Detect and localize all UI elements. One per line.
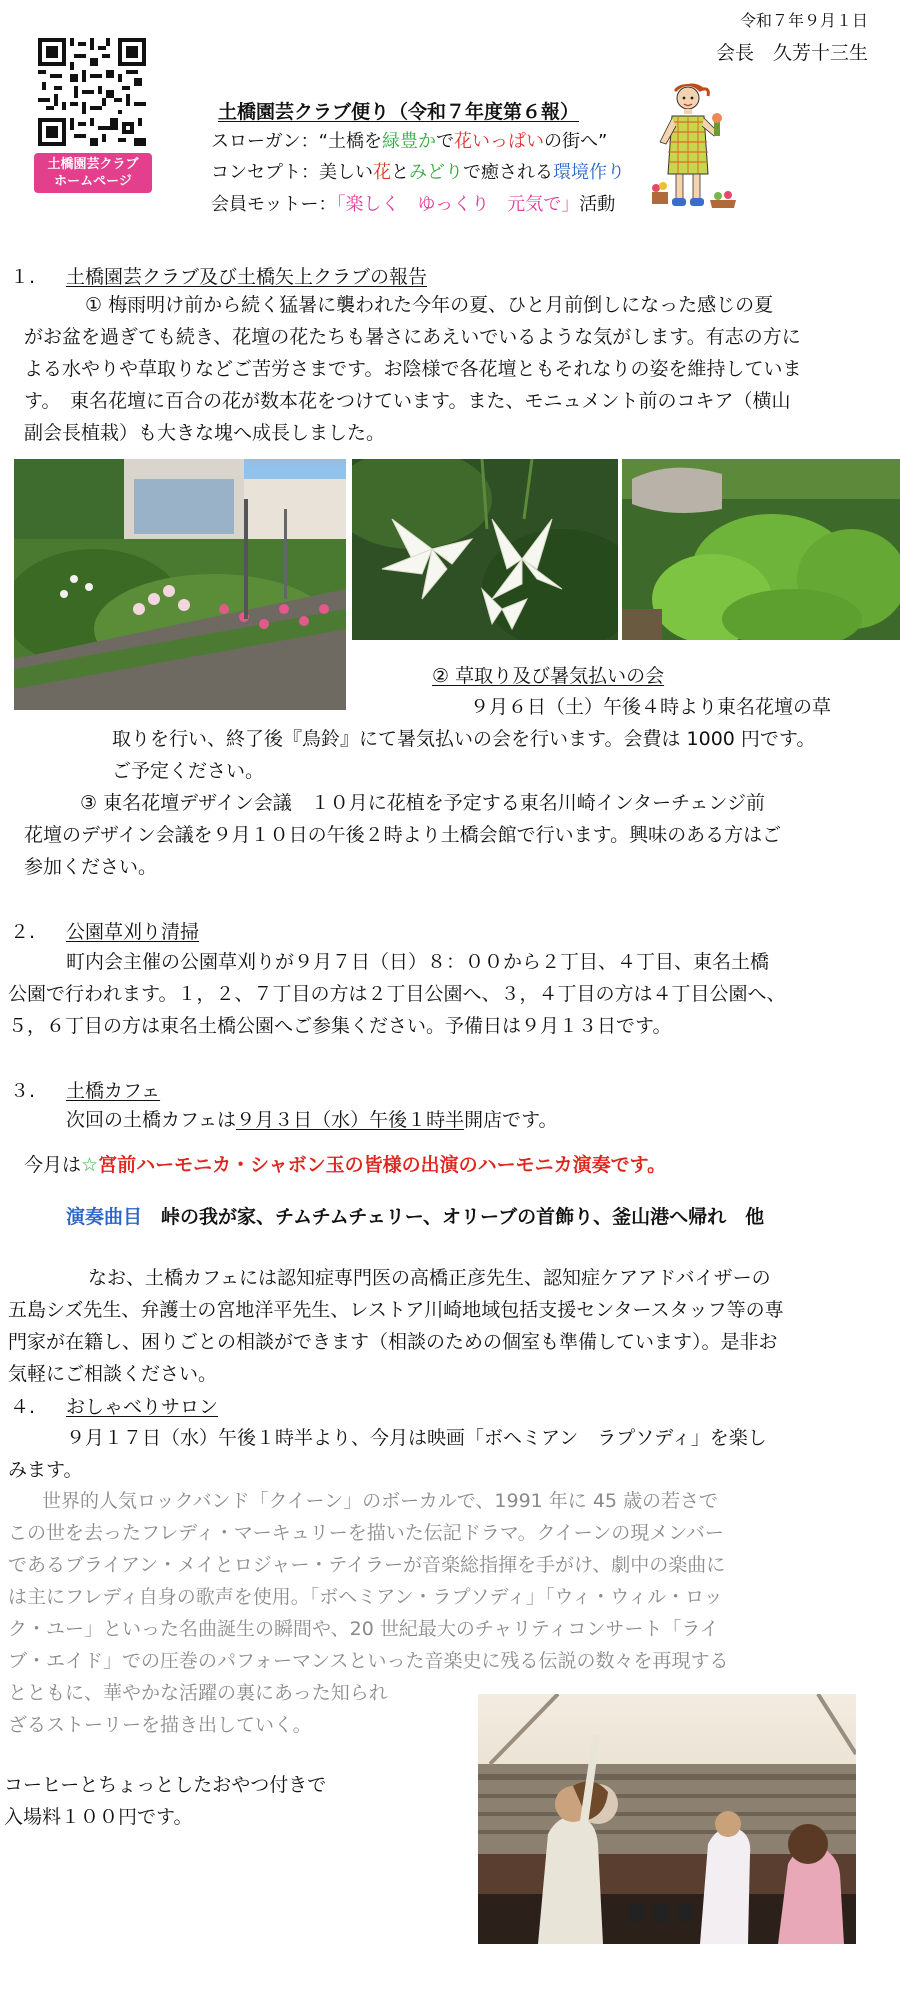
president-name: 会長 久芳十三生 [715,42,868,64]
live-aid-concert-photo [478,1694,856,1944]
cafe-note-line: 気軽にご相談ください。 [8,1363,218,1385]
section2-text-line: ５，６丁目の方は東名土橋公園へご参集ください。予備日は９月１３日です。 [8,1015,672,1037]
flowerbed-photo [14,459,346,710]
movie-synopsis-line: ブ・エイド」での圧巻のパフォーマンスといった音楽史に残る伝説の数々を再現する [8,1650,729,1672]
section2-text-line: 町内会主催の公園草刈りが９月７日（日）８：００から２丁目、４丁目、東名土橋 [66,951,770,973]
concept: コンセプト：美しい花とみどりで癒される環境作り [211,162,625,183]
section1-text-line: 副会長植栽）も大きな塊へ成長しました。 [24,422,386,444]
movie-synopsis-line: この世を去ったフレディ・マーキュリーを描いた伝記ドラマ。クイーンの現メンバー [8,1522,724,1544]
section2-number: ２. [10,921,36,943]
section1-text-line: ① 梅雨明け前から続く猛暑に襲われた今年の夏、ひと月前倒しになった感じの夏 [66,294,774,316]
section2-text-line: 公園で行われます。１，２、７丁目の方は２丁目公園へ、３，４丁目の方は４丁目公園へ、 [8,983,786,1005]
section1-text-line: す。 東名花壇に百合の花が数本花をつけています。また、モニュメント前のコキア（横山 [24,390,791,412]
section3-number: ３. [10,1080,36,1102]
section1-text-line: がお盆を過ぎても続き、花壇の花たちも暑さにあえいでいるような気がします。有志の方に [24,326,801,348]
cafe-note-line: 五島シズ先生、弁護士の宮地洋平先生、レストア川崎地域包括支援センタースタッフ等の専 [8,1299,784,1321]
movie-synopsis-line: であるブライアン・メイとロジャー・テイラーが音楽総指揮を手がけ、劇中の楽曲に [8,1554,726,1576]
salon-intro-line: みます。 [8,1459,83,1481]
cafe-opening-line: 次回の土橋カフェは９月３日（水）午後１時半開店です。 [66,1109,558,1131]
issue-date: 令和７年９月１日 [739,11,868,30]
section1-item2-line: ご予定ください。 [112,760,265,782]
slogan-green-word: 緑豊か [381,131,436,152]
cafe-note-line: なお、土橋カフェには認知症専門医の高橋正彦先生、認知症ケアアドバイザーの [88,1267,771,1289]
program-label: 演奏曲目 [66,1206,143,1228]
salon-intro-line: ９月１７日（水）午後１時半より、今月は映画「ボヘミアン ラプソディ」を楽し [66,1427,767,1449]
section4-title: おしゃべりサロン [66,1396,219,1418]
salon-fee-line: 入場料１００円です。 [4,1806,193,1828]
gardener-mascot-illustration [648,82,740,212]
movie-synopsis-line: は主にフレディ自身の歌声を使用。「ボヘミアン・ラプソディ」「ウィ・ウィル・ロッ [8,1586,723,1608]
section2-title: 公園草刈り清掃 [66,921,200,943]
section3-title: 土橋カフェ [66,1080,161,1102]
section1-item3-line: ③ 東名花壇デザイン会議 １０月に花植を予定する東名川崎インターチェンジ前 [80,792,765,814]
newsletter-title: 土橋園芸クラブ便り（令和７年度第６報） [218,101,580,123]
slogan: スローガン：“土橋を緑豊かで花いっぱいの街へ” [211,131,608,152]
section1-text-line: よる水やりや草取りなどご苦労さまです。お陰様で各花壇ともそれなりの姿を維持していま [24,358,802,380]
homepage-label-line2: ホームページ [54,174,132,189]
lily-photo [352,459,618,640]
section1-item2-line: ９月６日（土）午後４時より東名花壇の草 [470,696,832,718]
program-line [66,1202,764,1229]
movie-synopsis-line: 世界的人気ロックバンド「クイーン」のボーカルで、1991 年に 45 歳の若さで [42,1490,719,1512]
section1-title: 土橋園芸クラブ及び土橋矢上クラブの報告 [66,266,428,288]
section1-item3-line: 参加ください。 [24,856,158,878]
slogan-red-word: 花いっぱい [453,131,544,152]
qr-code[interactable] [38,38,146,146]
kochia-photo [622,459,900,640]
cafe-note-line: 門家が在籍し、困りごとの相談ができます（相談のための個室も準備しています）。是非お [8,1331,778,1353]
harmonica-announcement: 今月は☆宮前ハーモニカ・シャボン玉の皆様の出演のハーモニカ演奏です。 [24,1154,667,1176]
section4-number: ４. [10,1396,36,1418]
section1-item2-line: 取りを行い、終了後『鳥鈴』にて暑気払いの会を行います。会費は 1000 円です。 [112,728,816,750]
program-songs: 峠の我が家、チムチムチェリー、オリーブの首飾り、釜山港へ帰れ 他 [161,1206,765,1228]
homepage-label-line1: 土橋園芸クラブ [47,157,139,172]
homepage-label[interactable] [34,153,152,193]
section1-item2-title: ② 草取り及び暑気払いの会 [432,665,665,687]
section1-number: １. [10,266,36,288]
cafe-opening-date: ９月３日（水）午後１時半 [236,1109,465,1131]
star-icon: ☆ [81,1154,99,1176]
movie-synopsis-line: ざるストーリーを描き出していく。 [8,1714,312,1736]
section1-item3-line: 花壇のデザイン会議を９月１０日の午後２時より土橋会館で行います。興味のある方はご [24,824,782,846]
member-motto: 会員モットー：「楽しく ゆっくり 元気で」活動 [211,194,616,215]
movie-synopsis-line: とともに、華やかな活躍の裏にあった知られ [8,1682,388,1704]
motto-phrase: 「楽しく ゆっくり 元気で」 [336,194,580,215]
salon-fee-line: コーヒーとちょっとしたおやつ付きで [4,1774,327,1796]
movie-synopsis-line: ク・ユー」といった名曲誕生の瞬間や、20 世紀最大のチャリティコンサート「ライ [8,1618,719,1640]
